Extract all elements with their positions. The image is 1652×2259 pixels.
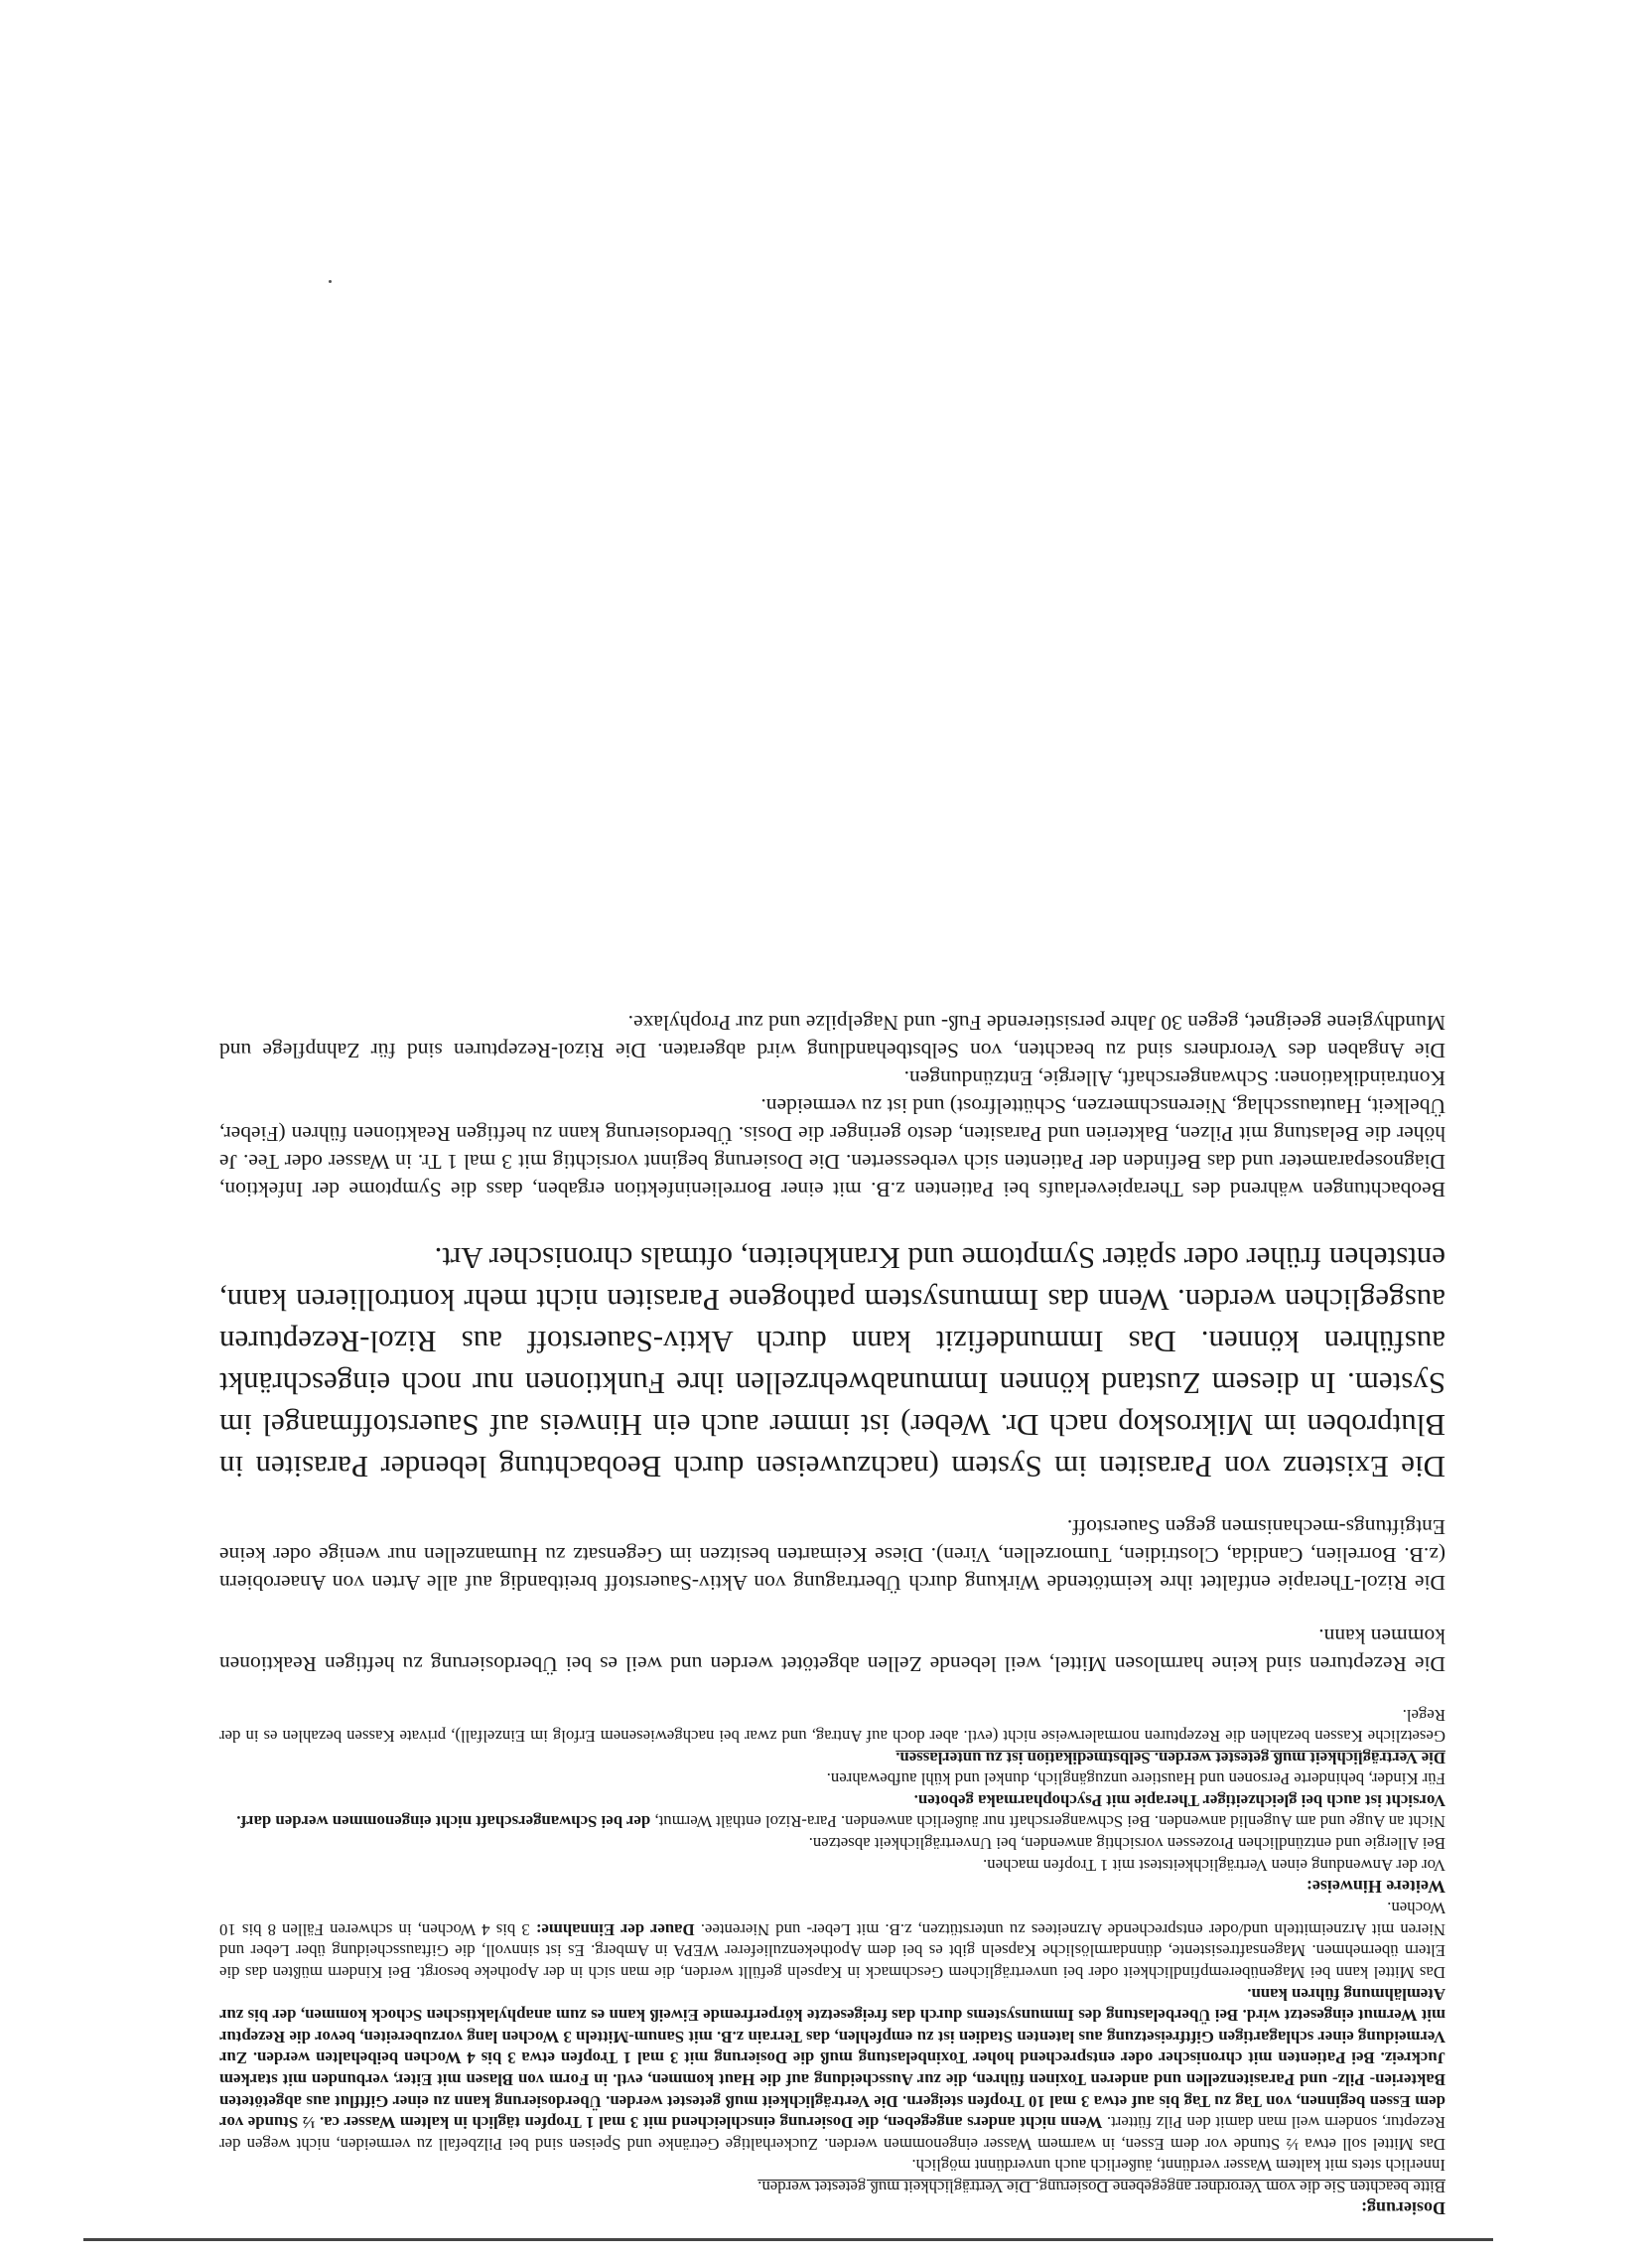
hinweis-6: Die Verträglichkeit muß getestet werden. Selbstmedikation ist zu unterlassen. — [895, 1748, 1446, 1767]
dosierung-paragraph-1 — [219, 1983, 1446, 2155]
dosierung-intro — [219, 2155, 1446, 2197]
hinweis-3 — [219, 1811, 1446, 1833]
hinweis-5: Für Kinder, behinderte Personen und Haustiere unzugänglich, dunkel und kühl aufbewahren. — [826, 1769, 1446, 1789]
paragraph-angaben: Die Angaben des Verordners sind zu beachten, von Selbstbehandlung wird abgeraten. Die Rizol-Rezepturen sind für Zahnpflege und Mundhygiene geeignet, gegen 30 Jahre persistierende Fuß- und Nagelpilze und zur Prophylaxe. — [219, 1010, 1446, 1062]
document-body — [219, 1009, 1446, 2219]
dosierung-p1-text: Das Mittel soll etwa ½ Stunde vor dem Essen, in warmem Wasser eingenommen werden. Zuckerhaltige Getränke und Speisen sind bei Pilzbefall zu vermeiden, nicht wegen der Rezeptur, sondern weil man damit den Pilz füttert. — [219, 2113, 1446, 2154]
paragraph-existenz: Die Existenz von Parasiten im System (nachzuweisen durch Beobachtung lebender Parasiten in Blutproben im Mikroskop nach Dr. Weber) ist immer auch ein Hinweis auf Sauerstoffmangel im System. In diesem Zustand können Immunabwehrzellen ihre Funktionen nur noch eingeschränkt ausführen können. Das Immundefizit kann durch Aktiv-Sauerstoff aus Rizol-Rezepturen ausgeglichen werden. Wenn das Immunsystem pathogene Parasiten nicht mehr kontrollieren kann, entstehen früher oder später Symptome und Krankheiten, oftmals chronischer Art. — [219, 1240, 1446, 1484]
hinweis-3-text: Nicht an Auge und am Augenlid anwenden. Bei Schwangerschaft nur äußerlich anwenden. Para-Rizol enthält Wermut, — [654, 1812, 1446, 1832]
paragraph-harmlos: Die Rezepturen sind keine harmlosen Mittel, weil lebende Zellen abgetötet werden und weil es bei Überdosierung zu heftigen Reaktionen kommen kann. — [219, 1624, 1446, 1676]
dosierung-p2-bold: Dauer der Einnahme: — [535, 1919, 695, 1939]
hinweis-3-bold: der bei Schwangerschaft nicht eingenommen werden darf. — [236, 1812, 651, 1832]
hinweis-1: Vor der Anwendung einen Verträglichkeitstest mit 1 Tropfen machen. — [983, 1855, 1446, 1875]
hinweis-7: Gesetzliche Kassen bezahlen die Rezepturen normalerweise nicht (evtl. aber doch auf Antrag, und zwar bei nachgewiesenem Erfolg im Einzelfall), private Kassen bezahlen es in der Regel. — [219, 1705, 1446, 1747]
paragraph-therapie: Die Rizol-Therapie entfaltet ihre keimtötende Wirkung durch Übertragung von Aktiv-Sauerstoff breitbandig auf alle Arten von Anaerobiern (z.B. Borrelien, Candida, Clostridien, Tumorzellen, Viren). Diese Keimarten besitzen im Gegensatz zu Humanzellen nur wenige oder keine Entgiftungs-mechanismen gegen Sauerstoff. — [219, 1514, 1446, 1595]
dosierung-heading: Dosierung: — [1361, 2198, 1446, 2218]
dosierung-intro-rest: Innerlich stets mit kaltem Wasser verdünnt, äußerlich auch unverdünnt möglich. — [911, 2156, 1446, 2176]
top-rule — [83, 2238, 1493, 2241]
dosierung-paragraph-2 — [219, 1898, 1446, 1983]
hinweis-4: Vorsicht ist auch bei gleichzeitiger Therapie mit Psychopharmaka geboten. — [913, 1790, 1446, 1810]
dosierung-intro-underlined: Bitte beachten Sie die vom Verordner angegebene Dosierung. Die Verträglichkeit muß getestet werden. — [757, 2178, 1446, 2196]
paragraph-beobachtungen: Beobachtungen während des Therapieverlaufs bei Patienten z.B. mit einer Borrelieninfektion ergaben, dass die Symptome der Infektion, Diagnoseparameter und das Befinden der Patienten sich verbesserten. Die Dosierung beginnt vorsichtig mit 3 mal 1 Tr. in Wasser oder Tee. Je höher die Belastung mit Pilzen, Bakterien und Parasiten, desto geringer die Dosis. Überdosierung kann zu heftigen Reaktionen führen (Fieber, Übelkeit, Hautausschlag, Nierenschmerzen, Schüttelfrost) und ist zu vermeiden. — [219, 1093, 1446, 1201]
hinweis-2: Bei Allergie und entzündlichen Prozessen vorsichtig anwenden, bei Unverträglichkeit absetzen. — [808, 1834, 1446, 1854]
paragraph-kontraindikationen: Kontraindikationen: Schwangerschaft, Allergie, Entzündungen. — [903, 1065, 1446, 1090]
dosierung-p2-text: Das Mittel kann bei Magenüberempfindlichkeit oder bei unverträglichem Geschmack in Kapseln gefüllt werden, die man sich in der Apotheke besorgt. Bei Kindern müßten das die Eltern übernehmen. Magensaftresistente, dünndarmlösliche Kapseln gibt es bei dem Apothekenzulieferer WEPA in Amberg. Es ist sinnvoll, die Giftausscheidung über Leber und Nieren mit Arzneimitteln und/oder entsprechende Arzneitees zu unterstützen, z.B. mit Leber- und Nierentee. — [219, 1919, 1446, 1983]
speck-mark — [329, 280, 332, 283]
hinweise-heading: Weitere Hinweise: — [1306, 1876, 1446, 1897]
dosierung-p2-end: 3 bis 4 Wochen, in schweren Fällen 8 bis 10 Wochen. — [219, 1899, 1446, 1939]
dosierung-p1-bold: Wenn nicht anders angegeben, die Dosierung einschleichend mit 3 mal 1 Tropfen täglich in kaltem Wasser ca. ½ Stunde vor dem Essen beginnen, von Tag zu Tag bis auf etwa 3 mal 10 Tropfen steigern. Die Verträglichkeit muß getestet werden. Überdosierung kann zu einer Giftflut aus abgetöteten Bakterien- Pilz- und Parasitenzellen und anderen Toxinen führen, die zur Ausscheidung auf die Haut kommen, evtl. in Form von Blasen mit Eiter, verbunden mit starkem Juckreiz. Bei Patienten mit chronischer oder entsprechend hoher Toxinbelastung muß die Dosierung mit 3 mal 1 Tropfen etwa 3 bis 4 Wochen beibehalten werden. Zur Vermeidung einer schlagartigen Giftfreisetzung aus latenten Stadien ist zu empfehlen, das Terrain z.B. mit Sanum-Mitteln 3 Wochen lang vorzubereiten, bevor die Rezeptur mit Wermut eingesetzt wird. Bei Überbelastung des Immunsystems durch das freigesetzte körperfremde Eiweiß kann es zum anaphylaktischen Schock kommen, der bis zur Atemlähmung führen kann. — [218, 1984, 1446, 2133]
